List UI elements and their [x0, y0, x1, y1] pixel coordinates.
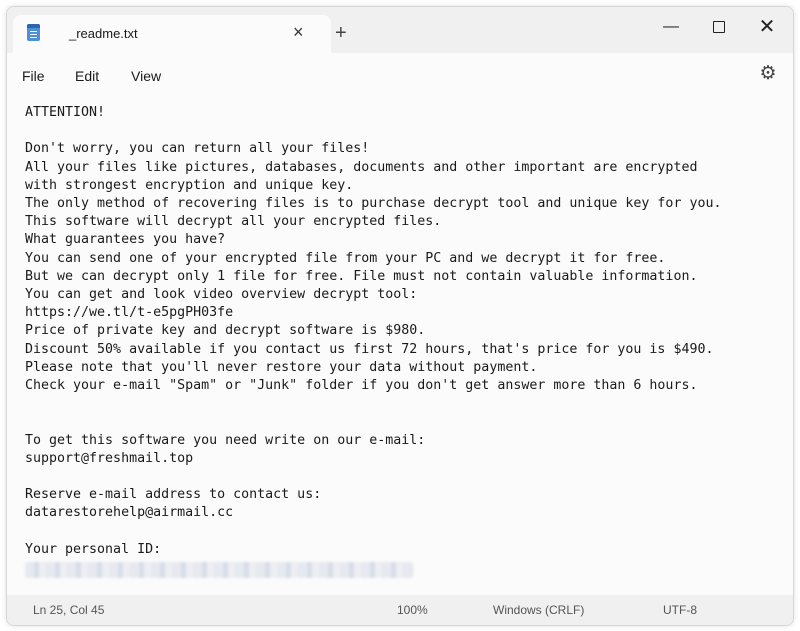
text-line: ATTENTION!	[25, 105, 106, 120]
minimize-button[interactable]: —	[663, 18, 679, 35]
text-line: Don't worry, you can return all your files!	[25, 141, 370, 157]
maximize-button[interactable]	[699, 13, 739, 45]
notepad-window	[6, 6, 794, 626]
encoding[interactable]: UTF-8	[663, 603, 697, 617]
menu-edit[interactable]: Edit	[75, 68, 100, 84]
text-line: What guarantees you have?	[25, 232, 226, 248]
close-button[interactable]: ✕	[758, 16, 776, 38]
cursor-position: Ln 25, Col 45	[33, 603, 105, 617]
text-line: Price of private key and decrypt software is $980.	[25, 323, 426, 339]
menu-bar	[7, 53, 793, 89]
text-line: Discount 50% available if you contact us first 72 hours, that's price for you is $490.	[25, 341, 714, 357]
menu-view[interactable]: View	[131, 68, 162, 84]
document-text[interactable]	[25, 104, 721, 559]
text-line: To get this software you need write on our e-mail:	[25, 432, 426, 448]
redacted-personal-id	[25, 562, 413, 578]
text-line: But we can decrypt only 1 file for free. File must not contain valuable information.	[25, 268, 698, 284]
gear-icon[interactable]: ⚙	[759, 63, 777, 84]
text-editor[interactable]	[7, 89, 793, 589]
text-line: Please note that you'll never restore your data without payment.	[25, 359, 538, 375]
text-line: You can send one of your encrypted file from your PC and we decrypt it for free.	[25, 250, 666, 266]
zoom-level[interactable]: 100%	[397, 603, 428, 617]
tab-title: _readme.txt	[69, 26, 138, 41]
text-line: datarestorehelp@airmail.cc	[25, 505, 234, 521]
text-line: All your files like pictures, databases, documents and other important are encrypted	[25, 159, 698, 175]
notepad-icon	[27, 24, 40, 41]
text-line: Reserve e-mail address to contact us:	[25, 487, 322, 503]
status-bar	[7, 595, 793, 625]
text-line: Your personal ID:	[25, 541, 162, 557]
title-bar	[7, 7, 793, 53]
text-line: You can get and look video overview decrypt tool:	[25, 287, 418, 303]
text-line: support@freshmail.top	[25, 450, 194, 466]
text-line: with strongest encryption and unique key.	[25, 177, 354, 193]
document-tab[interactable]	[13, 15, 331, 53]
maximize-icon	[713, 21, 725, 33]
text-line: https://we.tl/t-e5pgPH03fe	[25, 305, 234, 321]
line-ending[interactable]: Windows (CRLF)	[493, 603, 585, 617]
text-line: Check your e-mail "Spam" or "Junk" folder if you don't get answer more than 6 hours.	[25, 378, 698, 394]
new-tab-icon[interactable]: +	[335, 22, 347, 44]
tab-close-icon[interactable]: ×	[293, 22, 304, 42]
text-line: The only method of recovering files is to purchase decrypt tool and unique key for you.	[25, 196, 722, 212]
menu-file[interactable]: File	[22, 68, 45, 84]
text-line: This software will decrypt all your encrypted files.	[25, 214, 442, 230]
